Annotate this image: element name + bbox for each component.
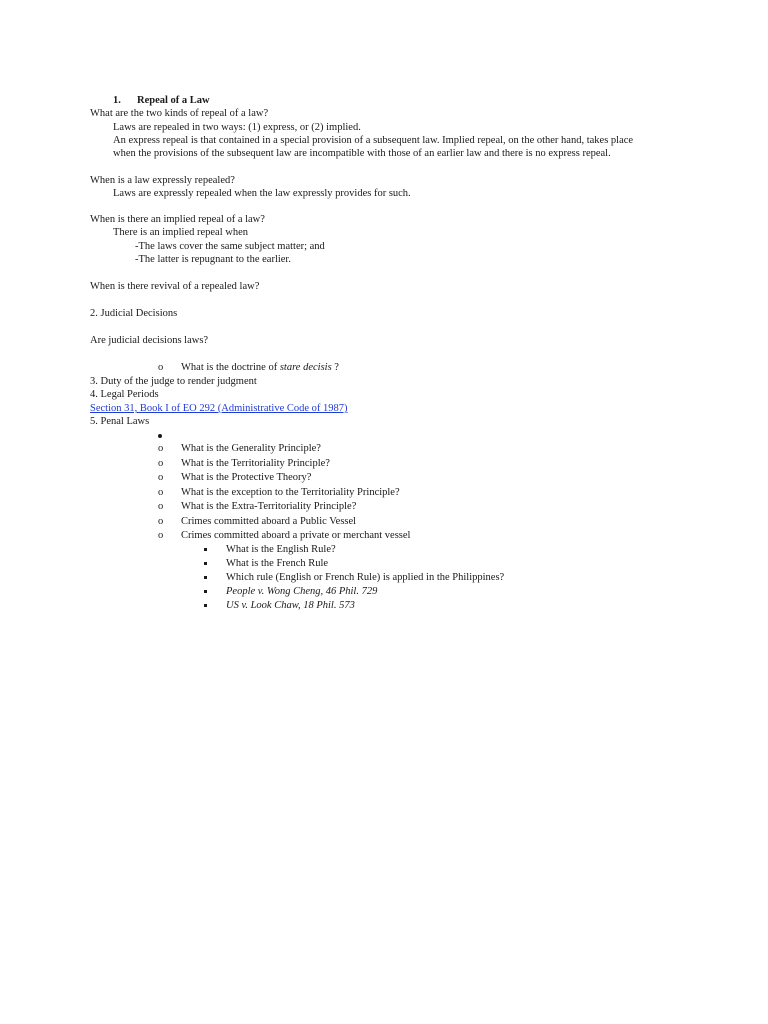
circle-marker: o bbox=[158, 487, 164, 498]
case-look-chaw: US v. Look Chaw, 18 Phil. 573 bbox=[226, 600, 355, 611]
sub-item-which-rule: Which rule (English or French Rule) is applied in the Philippines? bbox=[226, 572, 505, 583]
list-item-territoriality-exception: What is the exception to the Territoriality Principle? bbox=[181, 487, 400, 498]
answer-two-ways: Laws are repealed in two ways: (1) express, or (2) implied. bbox=[113, 122, 361, 133]
circle-marker: o bbox=[158, 516, 164, 527]
stare-decisis-suffix: ? bbox=[331, 362, 339, 373]
section-1-heading: Repeal of a Law bbox=[137, 95, 210, 106]
square-bullet-icon bbox=[204, 548, 207, 551]
circle-marker: o bbox=[158, 458, 164, 469]
list-item-extra-territoriality: What is the Extra-Territoriality Principle? bbox=[181, 501, 357, 512]
question-stare-decisis bbox=[181, 361, 339, 374]
square-bullet-icon bbox=[204, 604, 207, 607]
sub-item-french-rule: What is the French Rule bbox=[226, 558, 329, 569]
sub-item-english-rule: What is the English Rule? bbox=[226, 544, 336, 555]
administrative-code-link[interactable]: Section 31, Book I of EO 292 (Administrative Code of 1987) bbox=[90, 403, 348, 414]
square-bullet-icon bbox=[204, 576, 207, 579]
case-wong-cheng: People v. Wong Cheng, 46 Phil. 729 bbox=[226, 586, 378, 597]
answer-repugnant: -The latter is repugnant to the earlier. bbox=[135, 254, 291, 265]
list-item-public-vessel: Crimes committed aboard a Public Vessel bbox=[181, 516, 357, 527]
circle-marker: o bbox=[158, 530, 164, 541]
question-two-kinds-of-repeal: What are the two kinds of repeal of a law? bbox=[90, 108, 269, 119]
answer-same-subject-matter: -The laws cover the same subject matter; and bbox=[135, 241, 325, 252]
question-expressly-repealed: When is a law expressly repealed? bbox=[90, 175, 235, 186]
list-item-protective-theory: What is the Protective Theory? bbox=[181, 472, 312, 483]
list-item-territoriality: What is the Territoriality Principle? bbox=[181, 458, 330, 469]
circle-marker: o bbox=[158, 362, 164, 373]
circle-marker: o bbox=[158, 472, 164, 483]
bullet-dot-icon bbox=[158, 434, 162, 438]
list-item-generality: What is the Generality Principle? bbox=[181, 443, 321, 454]
question-judicial-decisions: Are judicial decisions laws? bbox=[90, 335, 209, 346]
section-1-number: 1. bbox=[113, 95, 121, 106]
stare-decisis-prefix: What is the doctrine of bbox=[181, 362, 280, 373]
question-implied-repeal: When is there an implied repeal of a law? bbox=[90, 214, 265, 225]
question-revival: When is there revival of a repealed law? bbox=[90, 281, 260, 292]
section-4-heading: 4. Legal Periods bbox=[90, 389, 159, 400]
section-5-heading: 5. Penal Laws bbox=[90, 416, 150, 427]
circle-marker: o bbox=[158, 501, 164, 512]
list-item-merchant-vessel: Crimes committed aboard a private or merchant vessel bbox=[181, 530, 411, 541]
square-bullet-icon bbox=[204, 590, 207, 593]
answer-implied-repeal: when the provisions of the subsequent law are incompatible with those of an earlier law and there is no express repeal. bbox=[113, 148, 611, 159]
square-bullet-icon bbox=[204, 562, 207, 565]
circle-marker: o bbox=[158, 443, 164, 454]
answer-implied-repeal-when: There is an implied repeal when bbox=[113, 227, 248, 238]
stare-decisis-term: stare decisis bbox=[279, 362, 332, 373]
answer-express-repeal: An express repeal is that contained in a special provision of a subsequent law. Implied repeal, on the other hand, takes place bbox=[113, 135, 634, 146]
section-2-heading: 2. Judicial Decisions bbox=[90, 308, 178, 319]
answer-expressly-repealed: Laws are expressly repealed when the law expressly provides for such. bbox=[113, 188, 411, 199]
section-3-heading: 3. Duty of the judge to render judgment bbox=[90, 376, 257, 387]
